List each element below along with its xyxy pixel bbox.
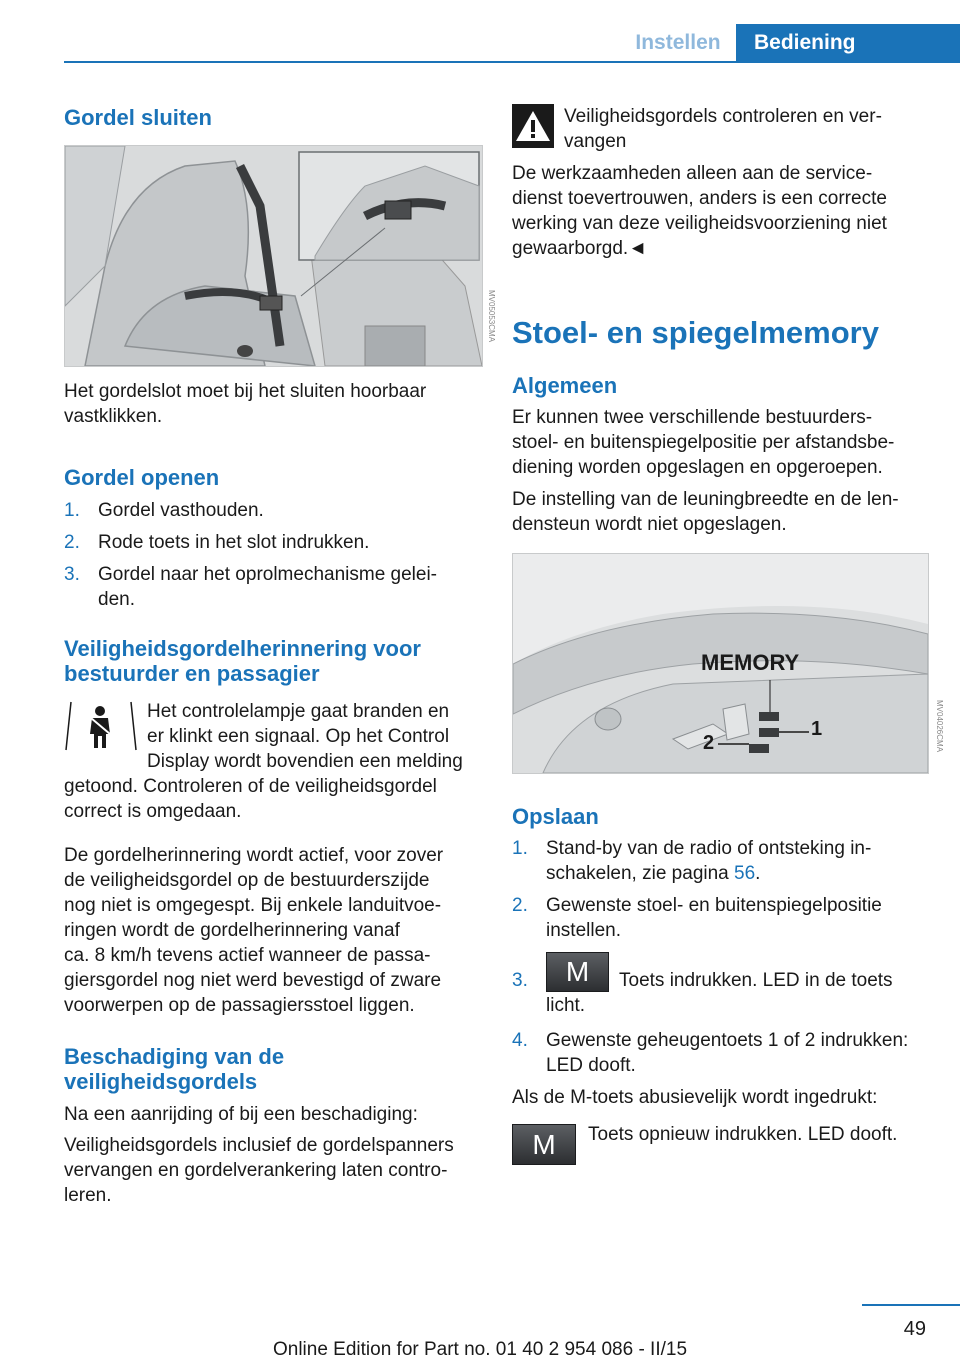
seatbelt-warning-icon [64,700,138,752]
herinnering-p2-2: de veiligheidsgordel op de bestuurderszijde [64,870,430,891]
warning-icon [512,104,554,148]
list-item [512,836,942,886]
memory-seat-illustration [512,553,929,774]
gordel-sluiten-text: Het gordelslot moet bij het sluiten hoorbaar vastklikken. [64,381,427,427]
heading-beschadiging-2: veiligheidsgordels [64,1069,258,1094]
beschadiging-p1: Na een aanrijding of bij een beschadiging: [64,1104,418,1125]
mis-action-text: Toets opnieuw indrukken. LED dooft. [588,1124,898,1145]
herinnering-cont-1: getoond. Controleren of de veiligheidsgordel [64,776,437,797]
list-number: 3. [64,564,80,585]
edition-footer: Online Edition for Part no. 01 40 2 954 086 - II/15 [272,1339,688,1360]
image-code-1: MV05053CMA [487,290,496,343]
list-item [64,562,484,612]
heading-herinnering-2: bestuurder en passagier [64,661,320,686]
beschadiging-p2-3: leren. [64,1185,112,1206]
herinnering-icon-line-2: er klinkt een signaal. Op het Control [147,726,450,747]
herinnering-p2-6: giersgordel nog niet werd bevestigd of zware [64,970,442,991]
list-number: 2. [64,532,80,553]
heading-stoel-spiegelmemory: Stoel- en spiegelmemory [512,315,879,350]
algemeen-p1-3: diening worden opgeslagen en opgeroepen. [512,457,883,478]
list-text: Gordel vasthouden. [98,500,264,521]
list-item [512,1028,942,1078]
callout-1: 1 [811,718,823,740]
herinnering-cont-2: correct is omgedaan. [64,801,242,822]
list-text: Stand-by van de radio of ontsteking in‐ [546,838,872,859]
page-number-rule [862,1304,960,1306]
image-code-2: MV04026CMA [935,700,944,753]
memory-button-icon: M [546,952,609,992]
tab-instellen[interactable]: Instellen [620,24,736,62]
list-item [64,498,484,523]
warning-body-1: De werkzaamheden alleen aan de service‐ [512,163,873,184]
tab-bediening[interactable]: Bediening [736,24,960,62]
heading-beschadiging-1: Beschadiging van de [64,1044,285,1069]
warning-title-1: Veiligheidsgordels controleren en ver‐ [564,106,882,127]
list-item [64,530,484,555]
list-number: 4. [512,1030,528,1051]
list-text-cont: licht. [546,995,586,1016]
algemeen-p2-2: densteun wordt niet opgeslagen. [512,514,787,535]
memory-button-icon-2: M [512,1124,576,1165]
herinnering-p2-5: ca. 8 km/h tevens actief wanneer de passa‐ [64,945,431,966]
heading-opslaan: Opslaan [512,804,599,829]
list-text-cont: den. [98,589,135,610]
beschadiging-p2-2: vervangen en gordelverankering laten contro‐ [64,1160,448,1181]
list-number: 1. [512,838,528,859]
algemeen-p1-2: stoel- en buitenspiegelpositie per afstandsbe‐ [512,432,895,453]
list-text: Gordel naar het oprolmechanisme gelei‐ [98,564,438,585]
seatbelt-illustration [64,145,483,367]
list-text: Toets indrukken. LED in de toets [619,970,893,991]
seatbelt-drawing [65,146,482,366]
herinnering-icon-line-1: Het controlelampje gaat branden en [147,701,450,722]
list-text: Gewenste stoel- en buitenspiegelpositie [546,895,882,916]
list-number: 2. [512,895,528,916]
mis-text: Als de M-toets abusievelijk wordt ingedrukt: [512,1087,878,1108]
page-link-56[interactable]: 56 [734,863,756,884]
list-number: 3. [512,970,528,991]
list-text-cont: LED dooft. [546,1055,636,1076]
beschadiging-p2-1: Veiligheidsgordels inclusief de gordelspanners [64,1135,454,1156]
header-rule [64,61,960,63]
heading-gordel-openen: Gordel openen [64,465,220,490]
herinnering-p2-1: De gordelherinnering wordt actief, voor zover [64,845,444,866]
heading-herinnering-1: Veiligheidsgordelherinnering voor [64,636,421,661]
list-text: Rode toets in het slot indrukken. [98,532,370,553]
memory-label: MEMORY [701,650,800,675]
heading-gordel-sluiten: Gordel sluiten [64,105,212,130]
algemeen-p1-1: Er kunnen twee verschillende bestuurders‐ [512,407,873,428]
warning-body-4: gewaarborgd.◄ [512,238,647,259]
herinnering-p2-4: ringen wordt de gordelherinnering vanaf [64,920,400,941]
warning-title-2: vangen [564,131,627,152]
herinnering-p2-3: nog niet is omgegespt. Bij enkele landuitvoe‐ [64,895,442,916]
list-number: 1. [64,500,80,521]
list-item [512,893,942,943]
list-text-cont: instellen. [546,920,621,941]
herinnering-p2-7: voorwerpen op de passagiersstoel liggen. [64,995,415,1016]
algemeen-p2-1: De instelling van de leuningbreedte en de len‐ [512,489,899,510]
herinnering-icon-line-3: Display wordt bovendien een melding [147,751,463,772]
warning-body-2: dienst toevertrouwen, anders is een correcte [512,188,887,209]
callout-2: 2 [703,732,715,754]
warning-body-3: werking van deze veiligheidsvoorziening niet [512,213,887,234]
list-text-cont: schakelen, zie pagina 56. [546,863,761,884]
page-number: 49 [903,1318,926,1340]
heading-algemeen: Algemeen [512,373,618,398]
list-text: Gewenste geheugentoets 1 of 2 indrukken: [546,1030,909,1051]
